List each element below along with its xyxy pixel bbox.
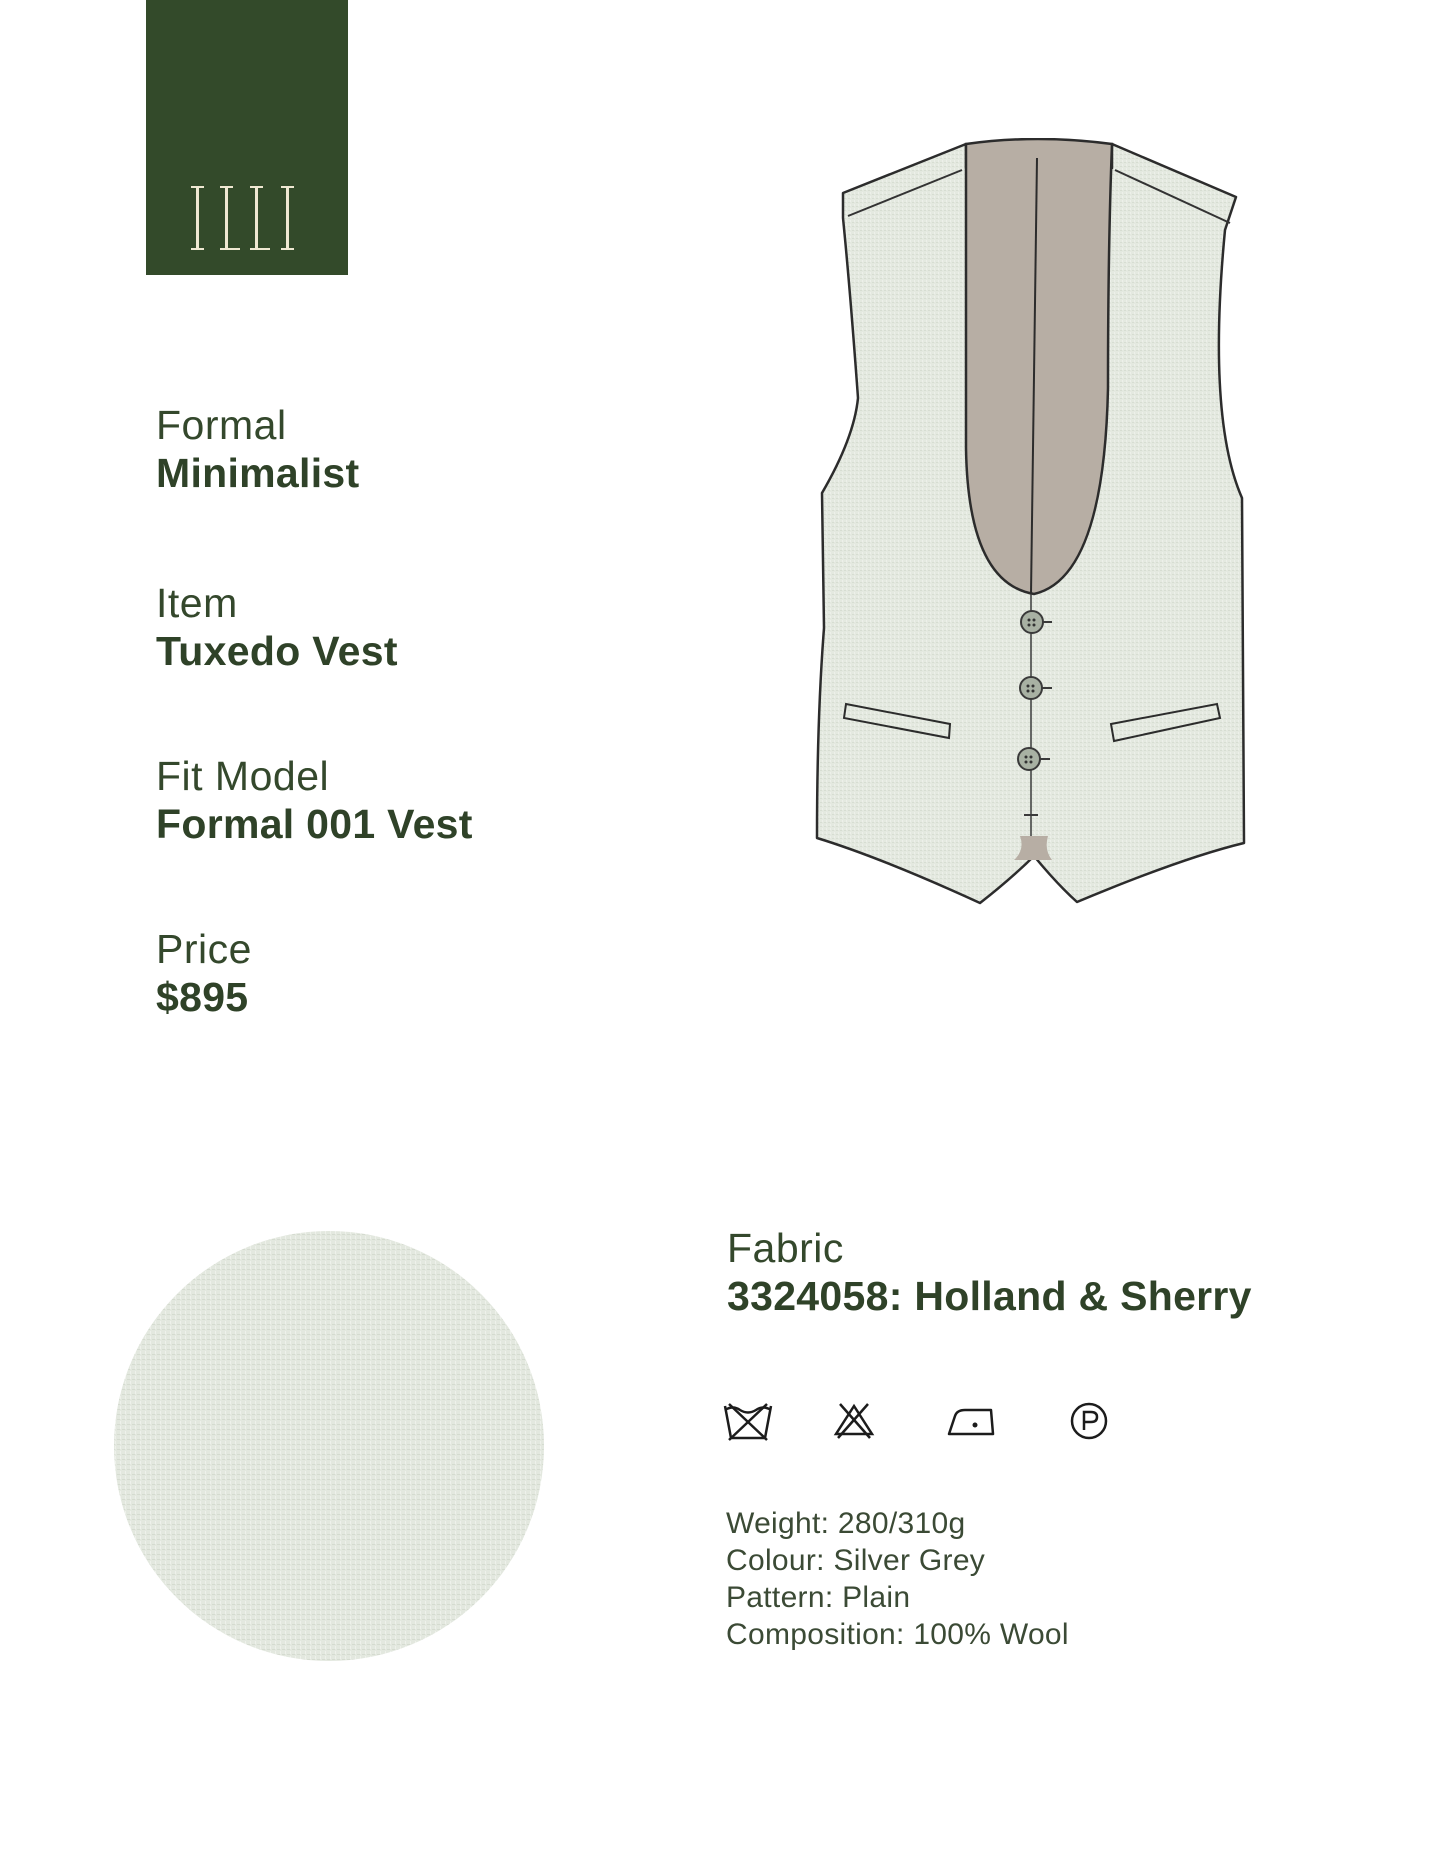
dry-clean-p-icon	[1068, 1400, 1110, 1442]
iron-low-heat-icon	[945, 1400, 997, 1442]
detail-value: Tuxedo Vest	[156, 628, 398, 674]
spec-colour: Colour: Silver Grey	[726, 1544, 986, 1577]
detail-value: Formal 001 Vest	[156, 801, 473, 847]
detail-label: Item	[156, 580, 238, 626]
detail-price	[156, 926, 252, 1022]
detail-item	[156, 580, 398, 676]
detail-label: Formal	[156, 402, 287, 448]
spec-pattern: Pattern: Plain	[726, 1581, 911, 1614]
detail-label: Fit Model	[156, 753, 330, 799]
spec-weight: Weight: 280/310g	[726, 1507, 966, 1540]
fabric-info	[727, 1225, 1252, 1321]
detail-fit-model	[156, 753, 473, 849]
fabric-swatch	[112, 1229, 546, 1663]
do-not-wash-icon	[723, 1400, 773, 1442]
detail-value: $895	[156, 974, 249, 1020]
spec-composition: Composition: 100% Wool	[726, 1618, 1069, 1651]
detail-label: Price	[156, 926, 252, 972]
logo-mark	[146, 0, 348, 275]
detail-style	[156, 402, 359, 498]
fabric-value: 3324058: Holland & Sherry	[727, 1273, 1252, 1319]
vest-illustration	[812, 138, 1262, 918]
fabric-label: Fabric	[727, 1225, 844, 1271]
detail-value: Minimalist	[156, 450, 360, 496]
brand-logo	[146, 0, 348, 275]
do-not-bleach-icon	[832, 1400, 876, 1442]
fabric-specs	[726, 1505, 1069, 1653]
